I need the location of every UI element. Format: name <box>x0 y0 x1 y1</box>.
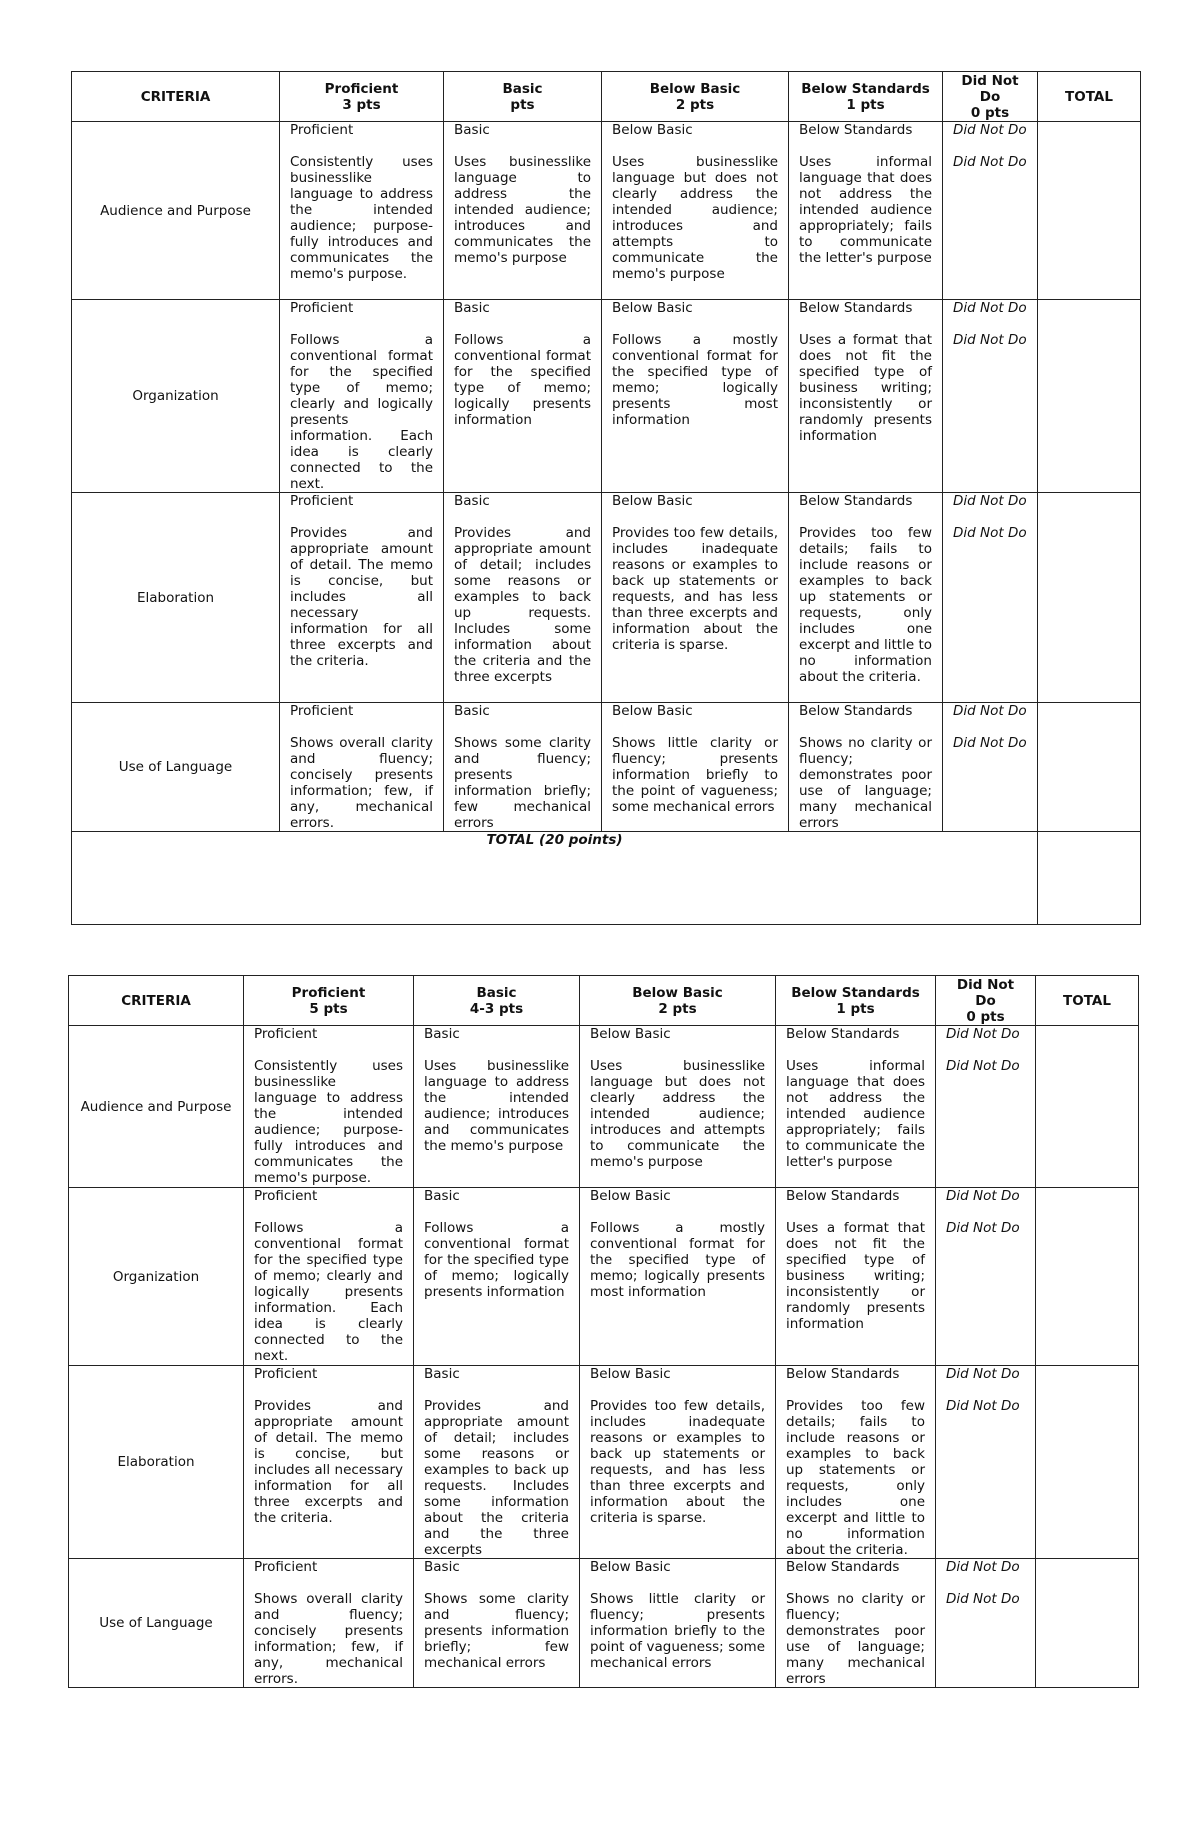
criterion-cell: Organization <box>69 1188 244 1366</box>
level-label: Below Basic <box>612 493 693 509</box>
did-not-do-text: Did Not Do <box>953 525 1027 541</box>
table-row <box>72 493 1141 703</box>
header-did-not-do-label: Did Not Do <box>961 72 1019 105</box>
did-not-do-cell <box>936 1188 1036 1366</box>
total-cell[interactable] <box>1038 122 1141 300</box>
table-row <box>72 300 1141 493</box>
header-basic-label: Basic <box>476 984 517 1001</box>
level-label: Basic <box>454 493 490 509</box>
level-description: Follows a mostly conventional format for the specified type of memo; logically presents most information <box>612 332 778 428</box>
below-standards-cell <box>776 1366 936 1559</box>
level-description: Uses businesslike language but does not clearly address the intended audience; introduces and attempts to communicate the memo's purpose <box>612 154 778 282</box>
total-cell[interactable] <box>1038 703 1141 832</box>
level-description: Shows overall clarity and fluency; concisely presents information; few, if any, mechanical errors. <box>254 1591 403 1687</box>
level-description: Provides and appropriate amount of detail. The memo is concise, but includes all necessary information for all three excerpts and the criteria. <box>254 1398 403 1526</box>
header-proficient-pts: 5 pts <box>309 1000 348 1017</box>
level-label: Basic <box>424 1188 460 1204</box>
header-did-not-do-pts: 0 pts <box>966 1008 1005 1025</box>
did-not-do-text: Did Not Do <box>953 735 1027 751</box>
proficient-cell <box>244 1366 414 1559</box>
level-description: Shows no clarity or fluency; demonstrates poor use of language; many mechanical errors <box>799 735 932 831</box>
did-not-do-text: Did Not Do <box>946 1591 1020 1607</box>
level-description: Uses a format that does not fit the specified type of business writing; inconsistently or randomly presents information <box>786 1220 925 1332</box>
header-below-standards-label: Below Standards <box>791 984 920 1001</box>
header-below-basic-label: Below Basic <box>649 80 741 97</box>
proficient-cell <box>244 1026 414 1188</box>
header-below-basic-label: Below Basic <box>632 984 723 1001</box>
total-cell[interactable] <box>1036 1188 1139 1366</box>
basic-cell <box>414 1188 580 1366</box>
did-not-do-cell <box>936 1559 1036 1688</box>
header-below-standards-pts: 1 pts <box>846 96 885 113</box>
level-label: Below Standards <box>799 703 913 719</box>
level-label: Proficient <box>254 1026 318 1042</box>
total-label: TOTAL (20 points) <box>486 832 623 848</box>
did-not-do-text: Did Not Do <box>953 493 1027 509</box>
level-description: Shows some clarity and fluency; presents information briefly; few mechanical errors <box>424 1591 569 1671</box>
below-basic-cell <box>580 1366 776 1559</box>
grand-total-cell[interactable] <box>1038 832 1141 925</box>
did-not-do-cell <box>943 122 1038 300</box>
level-description: Provides too few details; fails to include reasons or examples to back up statements or requests, only includes one excerpt and little to no information about the criteria. <box>799 525 932 685</box>
below-standards-cell <box>776 1188 936 1366</box>
level-label: Below Standards <box>786 1559 900 1575</box>
level-description: Provides too few details, includes inadequate reasons or examples to back up statements or requests, and has less than three excerpts and information about the criteria is sparse. <box>590 1398 765 1526</box>
level-label: Proficient <box>254 1366 318 1382</box>
level-description: Shows some clarity and fluency; presents information briefly; few mechanical errors <box>454 735 591 831</box>
basic-cell <box>444 703 602 832</box>
level-label: Proficient <box>290 300 354 316</box>
did-not-do-text: Did Not Do <box>946 1220 1020 1236</box>
header-basic-pts: pts <box>510 96 535 113</box>
level-description: Provides too few details, includes inadequate reasons or examples to back up statements or requests, and has less than three excerpts and information about the criteria is sparse. <box>612 525 778 653</box>
total-cell[interactable] <box>1036 1559 1139 1688</box>
criterion-cell: Audience and Purpose <box>72 122 280 300</box>
below-basic-cell <box>580 1026 776 1188</box>
level-description: Uses informal language that does not address the intended audience appropriately; fails to communicate the letter's purpose <box>786 1058 925 1170</box>
basic-cell <box>414 1026 580 1188</box>
basic-cell <box>444 300 602 493</box>
header-basic-label: Basic <box>502 80 543 97</box>
basic-cell <box>444 493 602 703</box>
level-label: Basic <box>424 1366 460 1382</box>
level-label: Below Basic <box>590 1559 671 1575</box>
below-standards-cell <box>789 122 943 300</box>
level-label: Below Basic <box>612 300 693 316</box>
criterion-cell: Use of Language <box>69 1559 244 1688</box>
header-proficient-label: Proficient <box>324 80 399 97</box>
did-not-do-text: Did Not Do <box>953 154 1027 170</box>
below-basic-cell <box>602 493 789 703</box>
level-description: Follows a conventional format for the specified type of memo; logically presents information <box>424 1220 569 1300</box>
header-proficient-pts: 3 pts <box>342 96 381 113</box>
level-label: Basic <box>424 1026 460 1042</box>
level-description: Follows a conventional format for the specified type of memo; clearly and logically presents information. Each idea is clearly connected to the next. <box>254 1220 403 1364</box>
level-description: Provides and appropriate amount of detail; includes some reasons or examples to back up requests. Includes some information about the criteria and the three excerpts <box>454 525 591 685</box>
below-basic-cell <box>580 1559 776 1688</box>
proficient-cell <box>280 122 444 300</box>
did-not-do-text: Did Not Do <box>946 1026 1020 1042</box>
header-row <box>69 976 1139 1026</box>
level-description: Shows overall clarity and fluency; concisely presents information; few, if any, mechanical errors. <box>290 735 433 831</box>
basic-cell <box>414 1559 580 1688</box>
level-label: Below Standards <box>799 122 913 138</box>
total-cell[interactable] <box>1038 493 1141 703</box>
did-not-do-cell <box>936 1026 1036 1188</box>
below-basic-cell <box>580 1188 776 1366</box>
did-not-do-text: Did Not Do <box>946 1058 1020 1074</box>
header-proficient <box>280 72 444 122</box>
header-below-standards-label: Below Standards <box>801 80 930 97</box>
did-not-do-text: Did Not Do <box>946 1188 1020 1204</box>
did-not-do-cell <box>936 1366 1036 1559</box>
level-label: Basic <box>454 300 490 316</box>
level-description: Uses businesslike language to address the intended audience; introduces and communicates the memo's purpose <box>424 1058 569 1154</box>
level-label: Below Standards <box>799 493 913 509</box>
level-label: Below Standards <box>786 1188 900 1204</box>
header-total: TOTAL <box>1036 976 1139 1026</box>
total-cell[interactable] <box>1036 1366 1139 1559</box>
table-row <box>69 1188 1139 1366</box>
level-label: Below Standards <box>786 1366 900 1382</box>
header-criteria: CRITERIA <box>72 72 280 122</box>
level-label: Proficient <box>290 493 354 509</box>
below-basic-cell <box>602 703 789 832</box>
level-description: Shows little clarity or fluency; presents information briefly to the point of vagueness; some mechanical errors <box>612 735 778 815</box>
level-label: Basic <box>454 122 490 138</box>
level-description: Shows little clarity or fluency; presents information briefly to the point of vagueness; some mechanical errors <box>590 1591 765 1671</box>
header-below-standards-pts: 1 pts <box>836 1000 875 1017</box>
table-row <box>69 1366 1139 1559</box>
header-did-not-do <box>943 72 1038 122</box>
criterion-cell: Elaboration <box>69 1366 244 1559</box>
level-description: Follows a conventional format for the specified type of memo; logically presents information <box>454 332 591 428</box>
header-criteria: CRITERIA <box>69 976 244 1026</box>
below-standards-cell <box>776 1026 936 1188</box>
header-below-basic-pts: 2 pts <box>675 96 715 113</box>
did-not-do-text: Did Not Do <box>946 1559 1020 1575</box>
header-did-not-do <box>936 976 1036 1026</box>
header-below-standards <box>789 72 943 122</box>
basic-cell <box>414 1366 580 1559</box>
basic-cell <box>444 122 602 300</box>
level-description: Provides and appropriate amount of detail; includes some reasons or examples to back up requests. Includes some information about the criteria and the three excerpts <box>424 1398 569 1558</box>
proficient-cell <box>244 1188 414 1366</box>
did-not-do-text: Did Not Do <box>946 1366 1020 1382</box>
did-not-do-text: Did Not Do <box>946 1398 1020 1414</box>
level-description: Shows no clarity or fluency; demonstrates poor use of language; many mechanical errors <box>786 1591 925 1687</box>
level-label: Proficient <box>254 1188 318 1204</box>
below-standards-cell <box>789 493 943 703</box>
did-not-do-cell <box>943 493 1038 703</box>
header-below-basic <box>580 976 776 1026</box>
table-row <box>72 703 1141 832</box>
level-label: Proficient <box>290 122 354 138</box>
proficient-cell <box>280 300 444 493</box>
did-not-do-cell <box>943 300 1038 493</box>
criterion-cell: Use of Language <box>72 703 280 832</box>
did-not-do-text: Did Not Do <box>953 332 1027 348</box>
did-not-do-cell <box>943 703 1038 832</box>
table-row <box>69 1559 1139 1688</box>
level-description: Follows a mostly conventional format for the specified type of memo; logically presents most information <box>590 1220 765 1300</box>
total-label-cell <box>72 832 1038 925</box>
table-row <box>69 1026 1139 1188</box>
did-not-do-text: Did Not Do <box>953 703 1027 719</box>
did-not-do-text: Did Not Do <box>953 300 1027 316</box>
level-label: Below Basic <box>612 122 693 138</box>
total-row <box>72 832 1141 925</box>
below-basic-cell <box>602 122 789 300</box>
level-description: Provides and appropriate amount of detail. The memo is concise, but includes all necessary information for all three excerpts and the criteria. <box>290 525 433 669</box>
level-label: Below Standards <box>786 1026 900 1042</box>
level-label: Proficient <box>290 703 354 719</box>
level-label: Below Basic <box>590 1188 671 1204</box>
level-label: Below Basic <box>590 1026 671 1042</box>
below-basic-cell <box>602 300 789 493</box>
below-standards-cell <box>789 703 943 832</box>
header-below-basic <box>602 72 789 122</box>
header-basic <box>444 72 602 122</box>
level-description: Provides too few details; fails to include reasons or examples to back up statements or requests, only includes one excerpt and little to no information about the criteria. <box>786 1398 925 1558</box>
header-did-not-do-pts: 0 pts <box>970 104 1010 121</box>
criterion-cell: Audience and Purpose <box>69 1026 244 1188</box>
header-below-basic-pts: 2 pts <box>658 1000 697 1017</box>
proficient-cell <box>280 703 444 832</box>
proficient-cell <box>244 1559 414 1688</box>
did-not-do-text: Did Not Do <box>953 122 1027 138</box>
criterion-cell: Elaboration <box>72 493 280 703</box>
below-standards-cell <box>776 1559 936 1688</box>
table-row <box>72 122 1141 300</box>
proficient-cell <box>280 493 444 703</box>
criterion-cell: Organization <box>72 300 280 493</box>
level-description: Consistently uses businesslike language to address the intended audience; purpose-fully introduces and communicates the memo's purpose. <box>290 154 433 282</box>
header-basic-pts: 4-3 pts <box>469 1000 524 1017</box>
level-label: Basic <box>454 703 490 719</box>
header-did-not-do-label: Did Not Do <box>956 976 1015 1009</box>
header-proficient-label: Proficient <box>291 984 366 1001</box>
total-cell[interactable] <box>1038 300 1141 493</box>
rubric-table-1 <box>71 71 1141 925</box>
below-standards-cell <box>789 300 943 493</box>
rubric-table-2 <box>68 975 1139 1688</box>
level-description: Uses informal language that does not address the intended audience appropriately; fails to communicate the letter's purpose <box>799 154 932 266</box>
header-proficient <box>244 976 414 1026</box>
level-description: Uses businesslike language to address the intended audience; introduces and communicates the memo's purpose <box>454 154 591 266</box>
level-description: Follows a conventional format for the specified type of memo; clearly and logically presents information. Each idea is clearly connected to the next. <box>290 332 433 492</box>
header-total: TOTAL <box>1038 72 1141 122</box>
level-description: Consistently uses businesslike language to address the intended audience; purpose-fully introduces and communicates the memo's purpose. <box>254 1058 403 1186</box>
level-label: Below Basic <box>612 703 693 719</box>
header-below-standards <box>776 976 936 1026</box>
level-label: Below Basic <box>590 1366 671 1382</box>
total-cell[interactable] <box>1036 1026 1139 1188</box>
header-row <box>72 72 1141 122</box>
level-label: Below Standards <box>799 300 913 316</box>
level-description: Uses businesslike language but does not clearly address the intended audience; introduces and attempts to communicate the memo's purpose <box>590 1058 765 1170</box>
level-label: Proficient <box>254 1559 318 1575</box>
level-label: Basic <box>424 1559 460 1575</box>
level-description: Uses a format that does not fit the specified type of business writing; inconsistently or randomly presents information <box>799 332 932 444</box>
header-basic <box>414 976 580 1026</box>
